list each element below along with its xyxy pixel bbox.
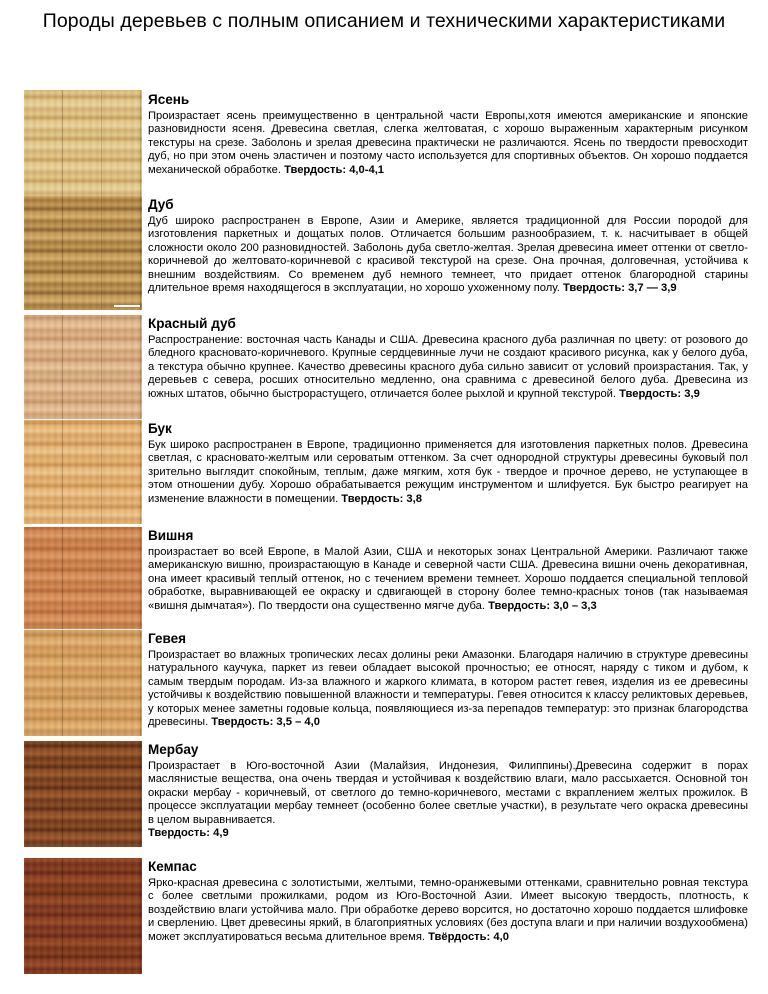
hardness-value: 3,7 — 3,9 bbox=[628, 282, 677, 295]
wood-entry-kempas bbox=[24, 858, 748, 974]
wood-description: Произрастает в Юго-восточной Азии (Малайзия, Индонезия, Филиппины).Древесина содержит в порах маслянистые вещества, она очень твердая и устойчивая к воздействию влаги, мало рассыхается. Основной тон окраски мербау - коричневый, от светлого до темно-коричневого, местами с вкраплением желтых прожилок. В процессе эксплуатации мербау темнеет (особенно более светлые участки), в результате чего окраска древесины в целом выравнивается. Твердость: 4,9 bbox=[148, 760, 748, 840]
scale-bar bbox=[114, 305, 140, 307]
wood-name: Гевея bbox=[148, 631, 186, 646]
wood-swatch-image bbox=[24, 420, 142, 524]
hardness-value: 3,5 – 4,0 bbox=[276, 716, 320, 729]
wood-entry-hevea bbox=[24, 630, 748, 736]
wood-description: Бук широко распространен в Европе, традиционно применяется для изготовления паркетных полов. Древесина светлая, с красновато-желтым или сероватым оттенком. За счет однородной структуры древесины буковый пол зрительно выглядит спокойным, теплым, даже мягким, хотя бук - твердое и прочное дерево, не уступающее в этом отношении дубу. Хорошо обрабатывается режущим инструментом и шлифуется. Бук быстро реагирует на изменение влажности в помещении. Твердость: 3,8 bbox=[148, 439, 748, 505]
wood-description: Распространение: восточная часть Канады и США. Древесина красного дуба различная по цвету: от розового до бледного красновато-коричневого. Крупные сердцевинные лучи не создают красивого рисунка, как у белого дуба, а текстура обычно крупнее. Качество древесины красного дуба сильно зависит от условий произрастания. Так, у деревьев с севера, росших относительно медленно, она сравнима с древесиной белого дуба. Древесина из южных штатов, обычно быстрорастущего, отличается более рыхлой и крупной текстурой. Твердость: 3,9 bbox=[148, 334, 748, 400]
hardness-label: Твердость: bbox=[488, 599, 551, 612]
wood-description: произрастает во всей Европе, в Малой Азии, США и некоторых зонах Центральной Америки. Различают также американскую вишню, произрастающую в Канаде и северной части США. Древесина вишни очень декоративная, она имеет красивый теплый оттенок, но с течением времени темнеет. Хорошо поддается специальной тепловой обработке, выравнивающей ее окраску и сдвигающей в сторону более темно-красных тонов (так называемая «вишня дымчатая»). По твердости она существенно мягче дуба. Твердость: 3,0 – 3,3 bbox=[148, 546, 748, 612]
wood-swatch-image bbox=[24, 90, 142, 198]
hardness-value: 4,0 bbox=[493, 930, 509, 943]
page-title: Породы деревьев с полным описанием и техническими характеристиками bbox=[42, 10, 726, 32]
hardness-label: Твердость: bbox=[562, 282, 625, 295]
wood-name: Бук bbox=[148, 421, 172, 436]
wood-description: Дуб широко распространен в Европе, Азии и Америке, является традиционной для России породой для изготовления паркетных и дощатых полов. Отличается большим разнообразием, т. к. насчитывает в общей сложности около 200 разновидностей. Заболонь дуба светло-желтая. Зрелая древесина имеет оттенки от светло-коричневой до желтовато-коричневой с красивой текстурой на срезе. Она прочная, долговечная, устойчива к внешним воздействиям. Со временем дуб немного темнеет, что придает оттенок благородной старины длительное время находящегося в эксплуатации, но хорошо ухоженному полу. Твердость: 3,7 — 3,9 bbox=[148, 215, 748, 295]
hardness-value: 4,0-4,1 bbox=[349, 163, 385, 176]
wood-swatch-image bbox=[24, 741, 142, 847]
wood-name: Мербау bbox=[148, 742, 199, 757]
wood-description: Произрастает ясень преимущественно в центральной части Европы,хотя имеются американские и японские разновидности ясеня. Древесина светлая, слегка желтоватая, с хорошо выраженным характерным рисунком текстуры на срезе. Заболонь и зрелая древесина практически не различаются. Ясень по твердости превосходит дуб, но при этом очень эластичен и поэтому часто используется для спортивных объектов. Он хорошо поддается механической обработке. Твердость: 4,0-4,1 bbox=[148, 110, 748, 176]
hardness-value: 3,8 bbox=[406, 492, 422, 505]
wood-name: Кемпас bbox=[148, 859, 197, 874]
hardness-label: Твердость: bbox=[284, 163, 347, 176]
wood-entry-ash bbox=[24, 90, 748, 198]
wood-entry-cherry bbox=[24, 527, 748, 629]
wood-name: Вишня bbox=[148, 528, 194, 543]
hardness-label: Твердость: bbox=[341, 492, 404, 505]
wood-swatch-image bbox=[24, 858, 142, 974]
wood-entry-beech bbox=[24, 420, 748, 524]
wood-swatch-image bbox=[24, 315, 142, 419]
wood-entry-oak bbox=[24, 196, 748, 310]
hardness-label: Твёрдость: bbox=[428, 930, 491, 943]
wood-swatch-image bbox=[24, 630, 142, 736]
hardness-value: 4,9 bbox=[213, 827, 229, 840]
wood-entry-merbau bbox=[24, 741, 748, 847]
wood-swatch-image bbox=[24, 527, 142, 629]
wood-description: Произрастает во влажных тропических лесах долины реки Амазонки. Благодаря наличию в структуре древесины натурального каучука, паркет из гевеи обладает высокой прочностью; ее относят, наряду с тиком и дубом, к самым твердым породам. Из-за влажного и жаркого климата, в котором растет гевея, изделия из ее древесины устойчивы к воздействию повышенной влажности и температуры. Гевея относится к классу реликтовых деревьев, у которых менее заметны годовые кольца, появляющиеся из-за перепадов температур: это признак благородства древесины. Твердость: 3,5 – 4,0 bbox=[148, 649, 748, 729]
hardness-value: 3,0 – 3,3 bbox=[553, 599, 597, 612]
wood-name: Ясень bbox=[148, 92, 190, 107]
hardness-label: Твердость: bbox=[619, 387, 682, 400]
wood-swatch-image bbox=[24, 196, 142, 310]
wood-entry-red-oak bbox=[24, 315, 748, 419]
wood-description: Ярко-красная древесина с золотистыми, желтыми, темно-оранжевыми оттенками, сравнительно ровная текстура с более светлыми прожилками, родом из Юго-Восточной Азии. Имеет высокую твердость, плотность, к воздействию влаги устойчива мало. При обработке дерево ворсится, но достаточно хорошо поддается шлифовке и сверлению. Цвет древесины яркий, в благоприятных условиях (без доступа влаги и при наличии воздухообмена) может эксплуатироваться весьма длительное время. Твёрдость: 4,0 bbox=[148, 877, 748, 943]
hardness-label: Твердость: bbox=[211, 716, 274, 729]
hardness-value: 3,9 bbox=[684, 387, 700, 400]
wood-name: Дуб bbox=[148, 197, 174, 212]
hardness-label: Твердость: bbox=[148, 827, 211, 840]
wood-name: Красный дуб bbox=[148, 316, 236, 331]
